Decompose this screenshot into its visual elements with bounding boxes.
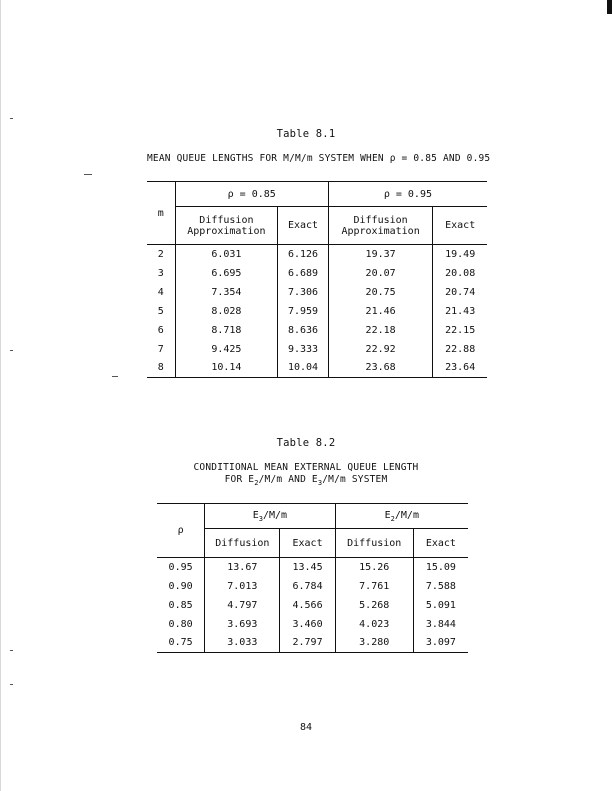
table2-cell: 7.761 [335, 577, 413, 596]
table2-cell: 0.80 [157, 615, 205, 634]
table-row [157, 634, 468, 653]
table2-cell: 3.844 [425, 618, 456, 630]
table1-cell: 8.718 [175, 321, 278, 340]
table2-cell: 2.797 [280, 634, 335, 653]
table2-cell: 13.45 [280, 558, 335, 577]
table1-group-header: ρ = 0.95 [328, 182, 487, 207]
table1-cell: 7.354 [175, 283, 278, 302]
table1-cell: 6.126 [278, 245, 329, 264]
group-subscript: 2 [390, 514, 395, 523]
table1-cell: 2 [147, 245, 175, 264]
group-label: E [252, 509, 259, 521]
table1-cell: 10.04 [278, 359, 329, 378]
table1-cell: 20.75 [328, 283, 433, 302]
table2-cell: 5.091 [425, 599, 456, 611]
table1-cell: 5 [147, 302, 175, 321]
table1-cell: 6.695 [175, 264, 278, 283]
scan-corner-mark [607, 0, 612, 14]
table2-row-header: ρ [157, 504, 205, 558]
table2-cell: 7.588 [425, 580, 456, 592]
table2-title-subscript: 2 [254, 478, 259, 487]
table-row [157, 596, 468, 615]
table1-cell: 23.68 [328, 359, 433, 378]
table2-cell: 3.033 [205, 634, 280, 653]
table1-cell: 8.028 [175, 302, 278, 321]
table1-cell: 20.07 [328, 264, 433, 283]
table2-group-header [335, 504, 468, 529]
table2-body [157, 558, 468, 653]
table1-col-header: Diffusion Approximation [175, 207, 278, 245]
table1-cell: 8.636 [278, 321, 329, 340]
table1-cell: 22.92 [328, 340, 433, 359]
table1-cell: 22.88 [445, 343, 476, 355]
table1-col-header: Diffusion Approximation [328, 207, 433, 245]
table1 [147, 181, 487, 378]
table-row [157, 577, 468, 596]
table2-group-header [205, 504, 335, 529]
group-subscript: 3 [258, 514, 263, 523]
table2-cell: 3.460 [280, 615, 335, 634]
table1-cell: 4 [147, 283, 175, 302]
table2-cell: 0.95 [157, 558, 205, 577]
table2-cell: 13.67 [205, 558, 280, 577]
table1-cell: 7 [147, 340, 175, 359]
page-number: 84 [299, 722, 313, 733]
table2-cell: 3.693 [205, 615, 280, 634]
table2-title-line1: CONDITIONAL MEAN EXTERNAL QUEUE LENGTH [193, 462, 419, 473]
table2-col-header: Diffusion [335, 529, 413, 558]
table2-cell: 5.268 [335, 596, 413, 615]
table2-cell: 7.013 [205, 577, 280, 596]
table1-cell: 9.425 [175, 340, 278, 359]
table-row [147, 321, 487, 340]
table2-cell: 6.784 [280, 577, 335, 596]
table2-label: Table 8.2 [276, 437, 336, 449]
table2-cell: 4.023 [335, 615, 413, 634]
table1-cell: 22.15 [445, 324, 476, 336]
table1-cell: 10.14 [175, 359, 278, 378]
table2-title-line2 [0, 474, 612, 487]
table-row [147, 283, 487, 302]
table1-cell: 22.18 [328, 321, 433, 340]
scan-speck [10, 350, 13, 351]
table2-title-subscript: 3 [317, 478, 323, 487]
table1-label: Table 8.1 [276, 128, 336, 140]
table1-title: MEAN QUEUE LENGTHS FOR M/M/m SYSTEM WHEN ρ = 0.85 AND 0.95 [147, 153, 491, 164]
table2-cell: 0.75 [157, 634, 205, 653]
group-label: /M/m [394, 509, 419, 521]
table2-cell: 0.90 [157, 577, 205, 596]
table-row [157, 558, 468, 577]
table2-cell: 0.85 [157, 596, 205, 615]
group-label: E [384, 509, 391, 521]
table-row [147, 359, 487, 378]
table2-cell: 3.097 [413, 634, 468, 653]
table2-col-header: Exact [280, 529, 335, 558]
table2-col-header: Diffusion [205, 529, 280, 558]
table-row [147, 340, 487, 359]
scan-speck [84, 174, 92, 175]
table1-cell: 6.689 [278, 264, 329, 283]
table1-cell: 6 [147, 321, 175, 340]
table1-cell: 6.031 [175, 245, 278, 264]
table2-title-text: /M/m SYSTEM [322, 474, 388, 485]
group-label: /M/m [262, 509, 288, 521]
table1-cell: 3 [147, 264, 175, 283]
table2-cell: 3.280 [335, 634, 413, 653]
scan-speck [112, 376, 118, 377]
table2-cell: 4.797 [205, 596, 280, 615]
scan-speck [10, 684, 13, 685]
table1-cell: 20.74 [445, 286, 476, 298]
table1-cell: 8 [147, 359, 175, 378]
table1-cell: 21.43 [445, 305, 476, 317]
table2 [157, 503, 468, 653]
table1-cell: 9.333 [278, 340, 329, 359]
scan-edge [0, 0, 1, 791]
table1-cell: 7.959 [278, 302, 329, 321]
scan-speck [10, 118, 13, 119]
table2-cell: 15.09 [425, 561, 456, 573]
table2-col-header: Exact [413, 529, 468, 558]
table-row [147, 302, 487, 321]
table1-cell: 21.46 [328, 302, 433, 321]
table1-cell: 7.306 [278, 283, 329, 302]
table2-title-text: FOR E [224, 474, 255, 485]
table1-col-header: Exact [278, 207, 329, 245]
table-row [147, 245, 487, 264]
table1-body [147, 245, 487, 378]
table1-cell: 23.64 [433, 359, 487, 378]
table1-col-header: Exact [433, 207, 487, 245]
table1-group-header: ρ = 0.85 [175, 182, 328, 207]
table1-cell: 19.37 [328, 245, 433, 264]
table-row [147, 264, 487, 283]
table1-row-header: m [147, 182, 175, 245]
table-row [157, 615, 468, 634]
table2-cell: 4.566 [280, 596, 335, 615]
table1-cell: 20.08 [445, 267, 476, 279]
table1-cell: 19.49 [445, 248, 476, 260]
scan-speck [10, 650, 13, 651]
table2-title-text: /M/m AND E [258, 474, 318, 485]
table2-cell: 15.26 [335, 558, 413, 577]
